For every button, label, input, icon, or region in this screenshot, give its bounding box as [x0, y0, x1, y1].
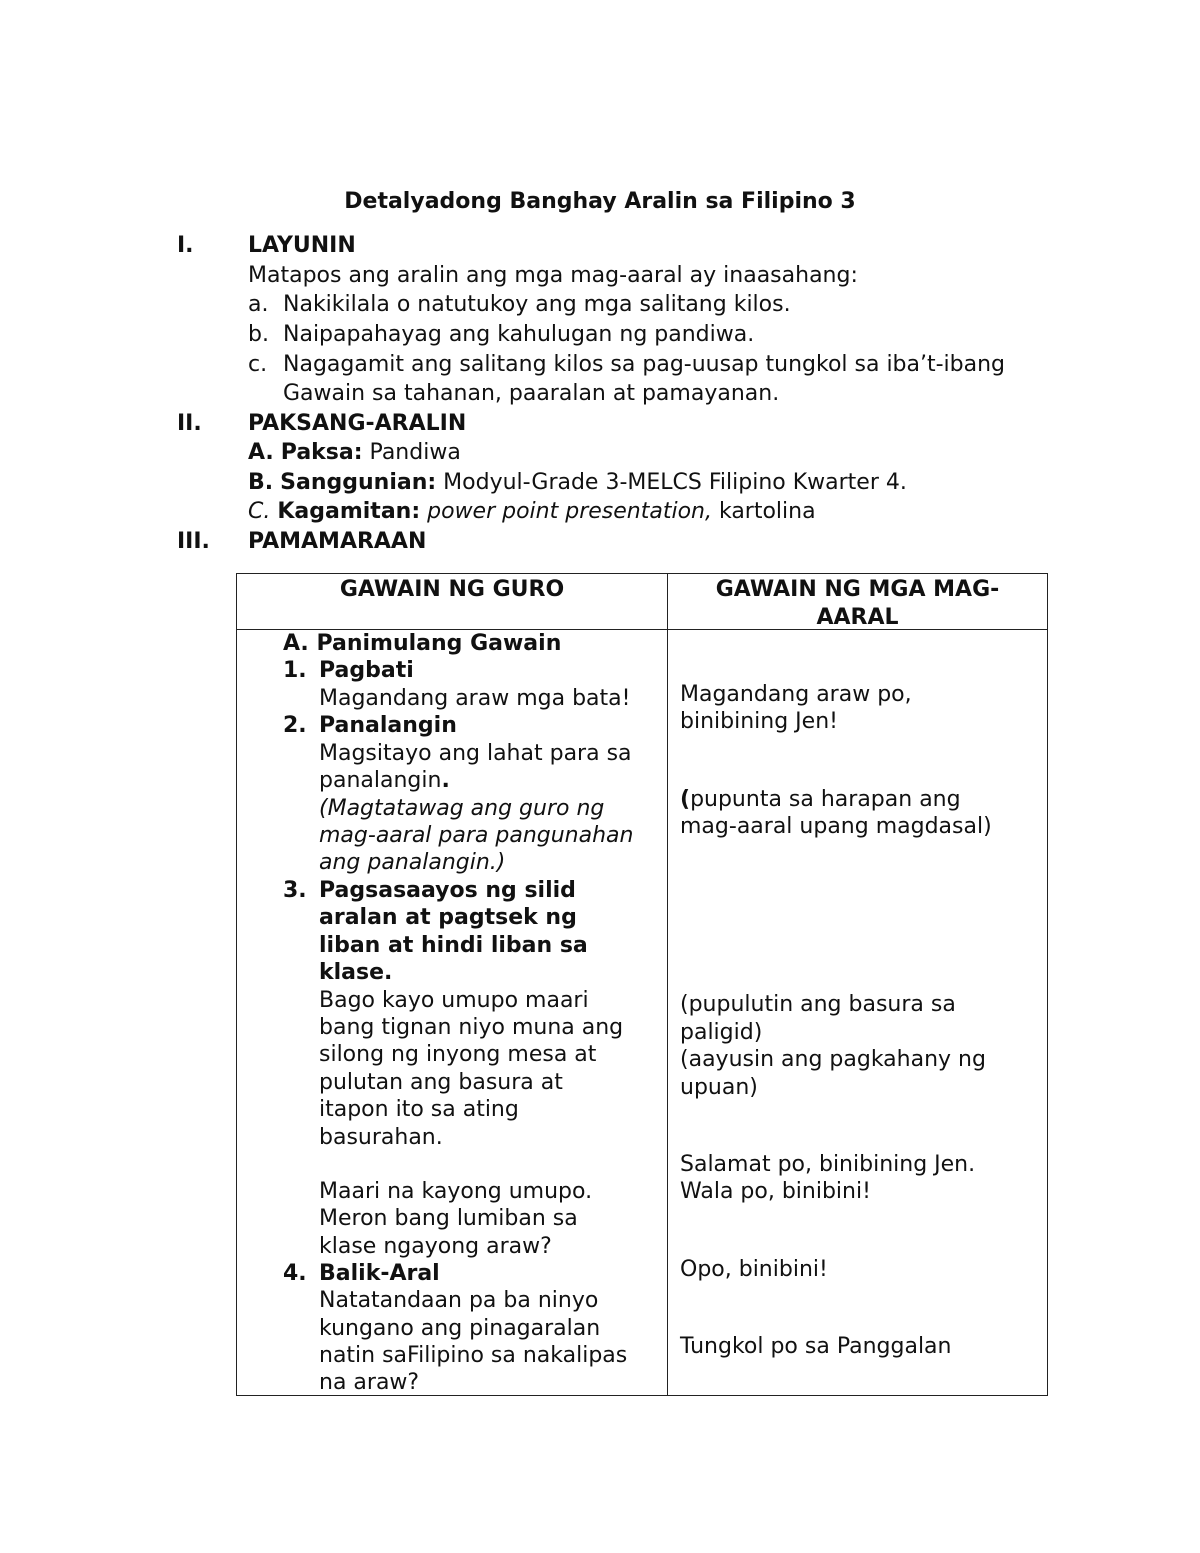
layunin-marker-b: b. — [248, 322, 269, 347]
balik-aral-heading: Balik-Aral — [319, 1261, 440, 1286]
panalangin-note-1: (Magtatawag ang guro ng — [319, 796, 605, 821]
panalangin-text-2-period: . — [441, 768, 450, 793]
balik-aral-text-1: Natatandaan pa ba ninyo — [319, 1288, 599, 1313]
section-heading-paksang-aralin: PAKSANG-ARALIN — [248, 411, 467, 436]
table-column-divider — [667, 574, 668, 1395]
sanggunian-marker: B. — [248, 470, 274, 495]
document-title: Detalyadong Banghay Aralin sa Filipino 3 — [344, 189, 856, 214]
umupo-text-3: klase ngayong araw? — [319, 1234, 552, 1259]
kagamitan-value: kartolina — [718, 499, 816, 524]
sagot-balik-aral: Tungkol po sa Panggalan — [680, 1334, 952, 1359]
pagsasaayos-heading-2: aralan at pagtsek ng — [319, 905, 577, 930]
sagot-pagsasaayos-3: (aayusin ang pagkahany ng — [680, 1047, 986, 1072]
balik-aral-text-4: na araw? — [319, 1370, 420, 1395]
bago-text-2: bang tignan niyo muna ang — [319, 1015, 624, 1040]
paksa-line — [248, 438, 461, 468]
panalangin-note-3: ang panalangin.) — [319, 850, 506, 875]
bago-text-4: pulutan ang basura at — [319, 1070, 563, 1095]
panimulang-gawain: A. Panimulang Gawain — [283, 631, 562, 656]
balik-aral-text-3: natin saFilipino sa nakalipas — [319, 1343, 628, 1368]
sagot-pagsasaayos-2: paligid) — [680, 1020, 763, 1045]
bago-text-3: silong ng inyong mesa at — [319, 1042, 597, 1067]
pagsasaayos-number: 3. — [283, 878, 307, 903]
balik-aral-text-2: kungano ang pinagaralan — [319, 1316, 601, 1341]
section-numeral-2: II. — [177, 411, 202, 436]
sagot-opo: Opo, binibini! — [680, 1257, 828, 1282]
sagot-pagsasaayos-4: upuan) — [680, 1075, 758, 1100]
section-heading-pamamaraan: PAMAMARAAN — [248, 529, 427, 554]
layunin-marker-c: c. — [248, 352, 268, 377]
panalangin-heading: Panalangin — [319, 713, 457, 738]
umupo-text-2: Meron bang lumiban sa — [319, 1206, 578, 1231]
kagamitan-label: Kagamitan: — [277, 499, 421, 524]
panalangin-number: 2. — [283, 713, 307, 738]
sagot-wala: Wala po, binibini! — [680, 1179, 871, 1204]
panalangin-note-2: mag-aaral para pangunahan — [319, 823, 634, 848]
layunin-item-b: Naipapahayag ang kahulugan ng pandiwa. — [283, 322, 755, 347]
sagot-panalangin-1 — [680, 786, 961, 813]
section-numeral-3: III. — [177, 529, 210, 554]
balik-aral-number: 4. — [283, 1261, 307, 1286]
sanggunian-value: Modyul-Grade 3-MELCS Filipino Kwarter 4. — [443, 470, 907, 495]
sanggunian-line — [248, 468, 907, 498]
pamamaraan-table — [236, 573, 1048, 1396]
pagbati-number: 1. — [283, 658, 307, 683]
sagot-panalangin-1-text: pupunta sa harapan ang — [690, 787, 961, 812]
paksa-marker: A. — [248, 440, 274, 465]
panalangin-text-1: Magsitayo ang lahat para sa — [319, 741, 632, 766]
table-header-mag-aaral-line1: GAWAIN NG MGA MAG- — [715, 577, 1000, 602]
sagot-pagbati-1: Magandang araw po, — [680, 682, 912, 707]
table-header-guro: GAWAIN NG GURO — [339, 577, 565, 602]
section-heading-layunin: LAYUNIN — [248, 233, 356, 258]
section-numeral-1: I. — [177, 233, 194, 258]
kagamitan-value-italic: power point presentation, — [427, 499, 712, 524]
table-header-mag-aaral-line2: AARAL — [816, 605, 899, 630]
kagamitan-marker: C. — [248, 499, 271, 524]
layunin-intro: Matapos ang aralin ang mga mag-aaral ay inaasahang: — [248, 263, 858, 288]
bago-text-1: Bago kayo umupo maari — [319, 988, 589, 1013]
pagsasaayos-heading-1: Pagsasaayos ng silid — [319, 878, 576, 903]
sagot-salamat: Salamat po, binibining Jen. — [680, 1152, 976, 1177]
layunin-item-a: Nakikilala o natutukoy ang mga salitang kilos. — [283, 292, 791, 317]
pagsasaayos-heading-3: liban at hindi liban sa — [319, 933, 588, 958]
pagsasaayos-heading-4: klase. — [319, 960, 393, 985]
sagot-pagsasaayos-1: (pupulutin ang basura sa — [680, 992, 956, 1017]
paksa-value: Pandiwa — [369, 440, 461, 465]
sagot-panalangin-2: mag-aaral upang magdasal) — [680, 814, 992, 839]
panalangin-text-2-main: panalangin — [319, 768, 442, 793]
layunin-item-c-continuation: Gawain sa tahanan, paaralan at pamayanan. — [283, 381, 780, 406]
sagot-panalangin-paren: ( — [680, 787, 691, 812]
sanggunian-label: Sanggunian: — [280, 470, 437, 495]
bago-text-6: basurahan. — [319, 1125, 443, 1150]
layunin-marker-a: a. — [248, 292, 269, 317]
panalangin-text-2 — [319, 767, 450, 794]
bago-text-5: itapon ito sa ating — [319, 1097, 519, 1122]
pagbati-text: Magandang araw mga bata! — [319, 686, 631, 711]
umupo-text-1: Maari na kayong umupo. — [319, 1179, 593, 1204]
table-header-mag-aaral — [668, 576, 1047, 632]
kagamitan-line — [248, 497, 816, 527]
layunin-item-c: Nagagamit ang salitang kilos sa pag-uusap tungkol sa iba’t-ibang — [283, 352, 1006, 377]
pagbati-heading: Pagbati — [319, 658, 414, 683]
sagot-pagbati-2: binibining Jen! — [680, 709, 838, 734]
paksa-label: Paksa: — [280, 440, 363, 465]
